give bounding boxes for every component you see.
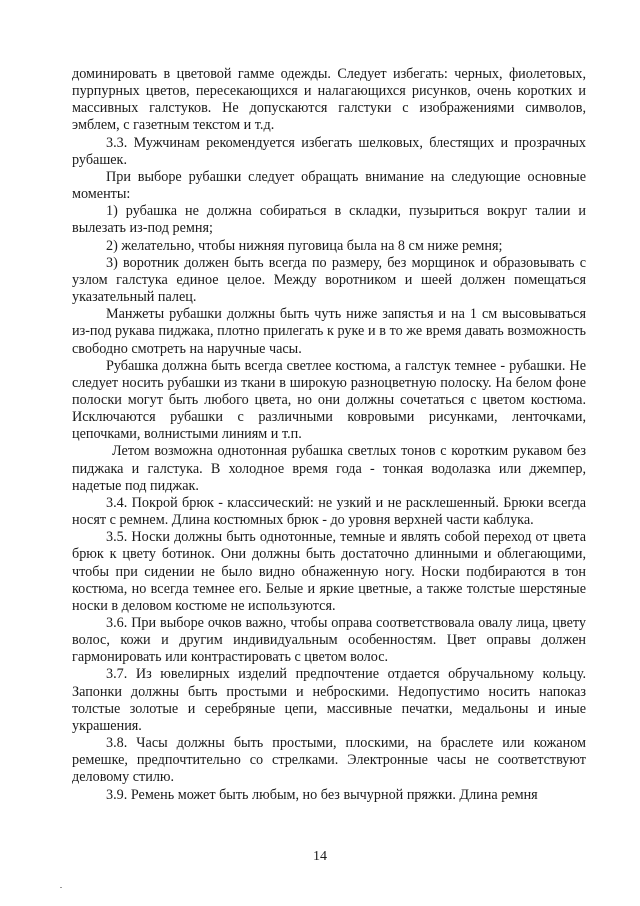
paragraph-3-5: 3.5. Носки должны быть однотонные, темные и являть собой переход от цвета брюк к цвету ботинок. Они должны быть достаточно длинными и облегающими, чтобы при сидении не было видно обнаженную ногу. Носки подбираются в тон костюма, но всегда темнее его. Белые и яркие цветные, а также толстые шерстяные носки в деловом костюме не используются. bbox=[72, 529, 586, 614]
paragraph-3-4: 3.4. Покрой брюк - классический: не узкий и не расклешенный. Брюки всегда носят с ремнем. Длина костюмных брюк - до уровня верхней части каблука. bbox=[72, 494, 586, 529]
paragraph-shirt-intro: При выборе рубашки следует обращать внимание на следующие основные моменты: bbox=[72, 168, 586, 203]
list-item-3: 3) воротник должен быть всегда по размеру, без морщинок и образовывать с узлом галстука единое целое. Между воротником и шеей должен помещаться указательный палец. bbox=[72, 254, 586, 306]
paragraph-summer: Летом возможна однотонная рубашка светлых тонов с коротким рукавом без пиджака и галстука. В холодное время года - тонкая водолазка или джемпер, надетые под пиджак. bbox=[72, 443, 586, 494]
paragraph-3-8: 3.8. Часы должны быть простыми, плоскими, на браслете или кожаном ремешке, предпочтительно со стрелками. Электронные часы не соответствуют деловому стилю. bbox=[72, 735, 586, 786]
page-number: 14 bbox=[313, 849, 327, 864]
list-item-2: 2) желательно, чтобы нижняя пуговица была на 8 см ниже ремня; bbox=[106, 237, 503, 254]
paragraph-shirt-color: Рубашка должна быть всегда светлее костюма, а галстук темнее - рубашки. Не следует носить рубашки из ткани в широкую разноцветную полоску. На белом фоне полоски могут быть любого цвета, но они должны сочетаться с цветом костюма. Исключаются рубашки с различными ковровыми рисунками, ленточками, цепочками, волнистыми линиям и т.п. bbox=[72, 357, 586, 443]
page-body bbox=[72, 66, 586, 804]
paragraph-3-3: 3.3. Мужчинам рекомендуется избегать шелковых, блестящих и прозрачных рубашек. bbox=[72, 134, 586, 168]
scan-speck bbox=[60, 887, 62, 888]
paragraph-3-7: 3.7. Из ювелирных изделий предпочтение отдается обручальному кольцу. Запонки должны быть простыми и неброскими. Недопустимо носить напоказ толстые золотые и серебряные цепи, массивные печатки, медальоны и иные украшения. bbox=[72, 666, 586, 734]
paragraph-3-6: 3.6. При выборе очков важно, чтобы оправа соответствовала овалу лица, цвету волос, кожи и другим индивидуальным особенностям. Цвет оправы должен гармонировать или контрастировать с цветом волос. bbox=[72, 615, 586, 666]
list-item-1: 1) рубашка не должна собираться в складки, пузыриться вокруг талии и вылезать из-под ремня; bbox=[72, 203, 586, 237]
paragraph-3-9: 3.9. Ремень может быть любым, но без вычурной пряжки. Длина ремня bbox=[106, 786, 538, 803]
paragraph-cuffs: Манжеты рубашки должны быть чуть ниже запястья и на 1 см высовываться из-под рукава пиджака, плотно прилегать к руке и в то же время давать возможность свободно смотреть на наручные часы. bbox=[72, 306, 586, 357]
paragraph-continuation: доминировать в цветовой гамме одежды. Следует избегать: черных, фиолетовых, пурпурных цветов, пересекающихся и налагающихся рисунков, очень коротких и массивных галстуков. Не допускаются галстуки с изображениями символов, эмблем, с газетным текстом и т.д. bbox=[72, 66, 586, 134]
